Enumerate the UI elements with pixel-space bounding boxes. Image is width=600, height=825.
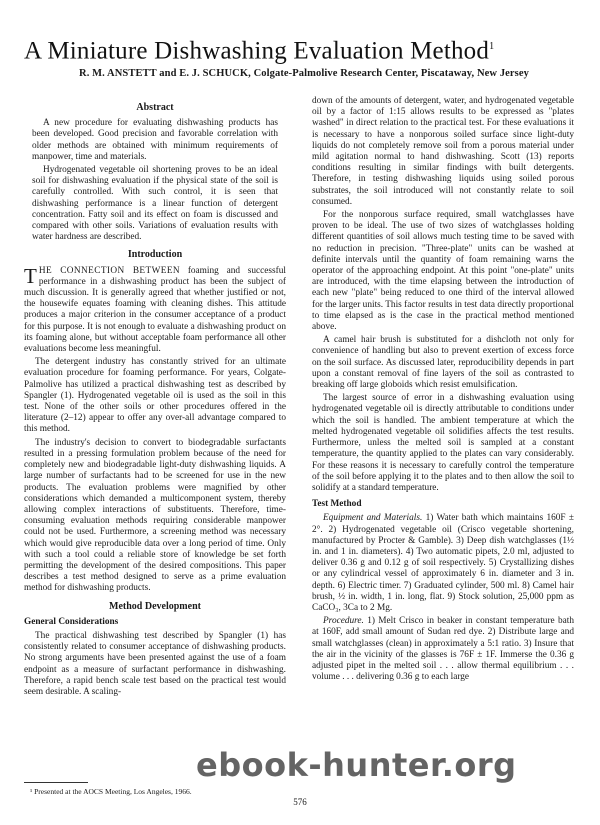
footnote-divider [24,782,88,783]
test-method-heading: Test Method [312,499,362,510]
introduction-paragraph: The detergent industry has constantly strived for an ultimate evaluation procedure for foaming performance. For years, Colgate-Palmolive has utilized a practical dishwashing test as described by Spangler (1). Hydrogenated vegetable oil is used as the soil in this test. None of the other soils or other procedures offered in the literature (2–12) appear to offer any over-all advantage compared to this method. [24,357,286,435]
lead-in-smallcaps: HE CONNECTION BETWEEN [38,265,181,276]
procedure-label: Procedure. [323,616,364,627]
left-column [24,96,286,700]
page-title: A Miniature Dishwashing Evaluation Method$^1$ [24,37,495,65]
abstract-paragraph: Hydrogenated vegetable oil shortening proves to be an ideal soil for dishwashing evaluation if the physical state of the soil is carefully controlled. With such control, it is seen that dishwashing performance is a linear function of detergent concentration. Fatty soil and its effect on foam is discussed and compared with other soils. Variations of evaluation results with water hardness are described. [32,165,278,243]
abstract-paragraph: A new procedure for evaluating dishwashing products has been developed. Good precision and favorable correlation with older methods are obtained with minimum requirements of manpower, time and materials. [32,118,278,162]
authors-line: R. M. ANSTETT and E. J. SCHUCK, Colgate-Palmolive Research Center, Piscataway, New Jersey [79,68,529,79]
equipment-paragraph [312,513,574,614]
footnote: ¹ Presented at the AOCS Meeting, Los Angeles, 1966. [30,787,192,796]
method-development-section [24,601,286,699]
equipment-label: Equipment and Materials. [323,513,423,524]
watermark: ebook-hunter.org [196,746,517,784]
test-method-section [312,499,574,683]
right-column [312,96,574,685]
page-number: 576 [293,797,307,807]
abstract-heading: Abstract [136,102,174,113]
abstract-section [24,102,286,243]
general-considerations-heading: General Considerations [24,616,119,627]
continued-paragraph: down of the amounts of detergent, water, and hydrogenated vegetable oil by a factor of 1:15 allows results to be expressed as "plates washed" in direct relation to the practical test. For these evaluations it is necessary to have a nonporous soiled surface since light-duty liquids do not completely remove soil from a porous material under mild agitation normal to hand dishwashing. Scott (13) reports conditions resulting in similar findings with built detergents. Therefore, in testing dishwashing liquids using soiled porous substrates, the soil introduced will not constantly relate to soil consumed. [312,96,574,207]
paragraph-text: foaming and successful performance in a dishwashing product has been the subject of much discussion. It is generally agreed that whether justified or not, the housewife equates foaming with cleaning dishes. This attitude produces a major criterion in the consumer acceptance of a product for this purpose. It is not enough to evaluate a dishwashing product on its foaming alone, but without acceptable foam performance all other evaluations become less meaningful. [24,265,286,355]
procedure-paragraph [312,616,574,683]
body-paragraph: For the nonporous surface required, small watchglasses have proven to be ideal. The use of two sizes of watchglasses holding different quantities of soil allows much testing time to be saved with no reduction in precision. "Three-plate" units can be washed at definite intervals until the quantity of foam remaining warns the operator of the approaching endpoint. At this point "one-plate" units are introduced, with the time elapsing between the introduction of each new "plate" being reduced to one third of the interval allowed for the larger units. This factor results in test data directly proportional to time elapsed as is the case in the practical method mentioned above. [312,210,574,333]
equipment-text: 1) Water bath which maintains 160F ± 2°. 2) Hydrogenated vegetable oil (Crisco vegetable shortening, manufactured by Procter & Gamble). 3) Deep dish watchglasses (1½ in. and 1 in. diameters). 4) Two automatic pipets, 2.0 ml, adjusted to deliver 0.36 g and 0.12 g of soil respectively. 5) Crystallizing dishes or any cylindrical vessel of approximately 6 in. diameter and 3 in. depth. 6) Electric timer. 7) Graduated cylinder, 500 ml. 8) Camel hair brush, ½ in. width, 1 in. long, flat. 9) Stock solution, 25,000 ppm as CaCO₃, 3Ca to 2 Mg. [312,513,574,613]
body-paragraph: The largest source of error in a dishwashing evaluation using hydrogenated vegetable oil is directly attributable to conditions under which the soil is handled. The ambient temperature at which the melted hydrogenated vegetable oil solidifies affects the test results. Furthermore, unless the melted soil is sampled at a constant temperature, the quantity applied to the plates can vary considerably. For these reasons it is necessary to carefully control the temperature of the soil before applying it to the plates and to then allow the soil to solidify at a standard temperature. [312,393,574,493]
introduction-section [24,249,286,594]
method-development-heading: Method Development [109,600,201,612]
drop-cap: T [24,263,37,288]
introduction-first-paragraph [24,263,286,356]
procedure-text: 1) Melt Crisco in beaker in constant temperature bath at 160F, add small amount of Sudan red dye. 2) Distribute large and small watchglasses (clean) in approximately a 5:1 ratio. 3) Insure that the air in the vicinity of the glasses is 76F ± 1F. Immerse the 0.36 g adjusted pipet in the melted soil . . . allow thermal equilibrium . . . volume . . . delivering 0.36 g to each large [312,616,574,683]
introduction-heading: Introduction [127,249,183,261]
title-footnote-marker: 1 [489,41,495,52]
method-development-paragraph: The practical dishwashing test described by Spangler (1) has consistently related to consumer acceptance of dishwashing products. No strong arguments have been presented against the use of a foam endpoint as a measure of surfactant performance in dishwashing. Therefore, a rapid bench scale test based on the practical test would seem desirable. A scaling- [24,630,286,697]
body-paragraph: A camel hair brush is substituted for a dishcloth not only for convenience of handling but also to prevent exertion of excess force on the soil surface. As discussed later, reproducibility depends in part upon a constant removal of fine layers of the soil as contrasted to breaking off large globoids which resist emulsification. [312,335,574,391]
introduction-paragraph: The industry's decision to convert to biodegradable surfactants resulted in a pressing formulation problem because of the need for completely new and biodegradable light-duty dishwashing liquids. A large number of surfactants had to be screened for use in the new products. The evaluation problems were magnified by other considerations which demanded a multicomponent system, thereby allowing complex interactions of substituents. Therefore, time-consuming evaluation methods requiring considerable manpower could not be used. Furthermore, a screening method was necessary which would give reproducible data over a long period of time. Only with such a tool could a reliable store of knowledge be set forth permitting the development of the desired compositions. This paper describes a test method designed to serve as a prime evaluation method for dishwashing products. [24,437,286,594]
